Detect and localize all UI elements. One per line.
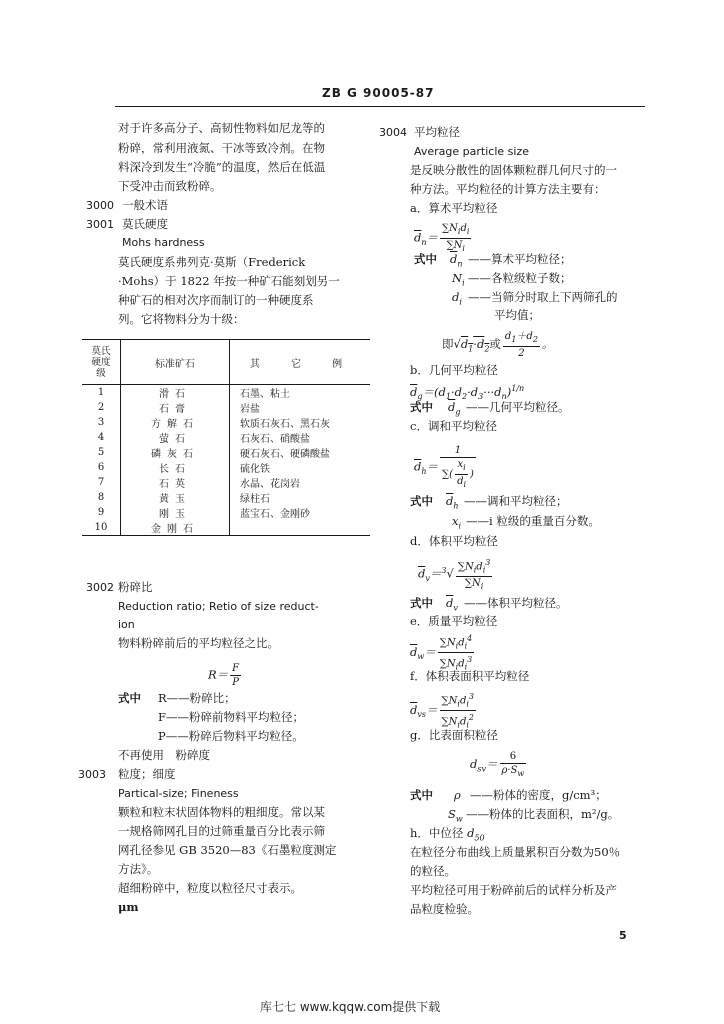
method-a-label: a．算术平均粒径 — [410, 201, 498, 215]
mineral-cell: 黄玉 — [121, 490, 230, 505]
method-h-label: h．中位径 $d_{50}$ — [410, 826, 485, 843]
grade-cell: 9 — [82, 505, 121, 520]
table-row — [82, 490, 370, 505]
section-3001-number: 3001 — [86, 218, 114, 231]
section-3002-title: 粉碎比 — [118, 580, 153, 594]
section-3004-english: Average particle size — [414, 145, 529, 158]
section-3003-body-4: 方法》。 — [118, 862, 159, 876]
method-d-where-1: ——体积平均粒径。 — [464, 596, 568, 610]
geometric-mean-formula: $\overline{d}_g=(d_1\cdot d_2\cdot d_3\cdot\cdot\cdot d_n)^{1/n}$ — [410, 384, 525, 402]
grade-cell: 10 — [82, 520, 121, 536]
section-3000-number: 3000 — [86, 199, 114, 212]
method-g-symbol-2: $S_w$ — [448, 807, 463, 824]
grade-cell: 5 — [82, 445, 121, 460]
examples-cell: 蓝宝石、金刚砂 — [240, 509, 310, 520]
mineral-cell: 石英 — [121, 475, 230, 490]
mineral-cell: 长石 — [121, 460, 230, 475]
method-a-where-3: ——当筛分时取上下两筛孔的 — [468, 290, 618, 304]
method-h-body-3: 平均粒径可用于粉碎前后的试样分析及产 — [410, 883, 617, 897]
mean-of-sieves-formula: 即$√d_1\cdot d_2$或 $\frac{d_1+d_2}{2}$ 。 — [442, 331, 554, 359]
section-3004-title: 平均粒径 — [414, 125, 460, 139]
examples-cell: 石灰石、硝酸盐 — [240, 434, 310, 445]
grade-cell: 2 — [82, 400, 121, 415]
method-c-where: 式中 — [410, 494, 433, 508]
method-g-where: 式中 — [410, 788, 433, 802]
method-a-where-3b: 平均值； — [494, 308, 540, 322]
section-3002-english-2: ion — [118, 618, 135, 631]
grade-cell: 8 — [82, 490, 121, 505]
method-c-symbol-2: $x_i$ — [452, 514, 462, 531]
section-3002-number: 3002 — [86, 581, 114, 594]
mineral-cell: 石膏 — [121, 400, 230, 415]
method-e-label: e．质量平均粒径 — [410, 614, 498, 628]
method-b-where-1: ——几何平均粒径。 — [466, 400, 570, 414]
mineral-cell: 方解石 — [121, 415, 230, 430]
download-watermark: 库七七 www.kqqw.com提供下载 — [260, 1000, 441, 1014]
grade-cell: 4 — [82, 430, 121, 445]
method-a-where-1: ——算术平均粒径； — [468, 252, 572, 266]
method-a-symbol-3: $d_i$ — [452, 290, 462, 307]
method-b-where: 式中 — [410, 400, 433, 414]
table-row — [82, 430, 370, 445]
section-3003-body-5: 超细粉碎中，粒度以粒径尺寸表示。 — [118, 881, 302, 895]
method-c-label: c．调和平均粒径 — [410, 419, 497, 433]
method-h-body-1: 在粒径分布曲线上质量累积百分数为50％ — [410, 845, 621, 859]
method-a-where-2: ——各粒级粒子数； — [468, 271, 572, 285]
section-3004-body-2: 种方法。平均粒径的计算方法主要有： — [410, 182, 606, 196]
examples-cell: 硬石灰石、硬磷酸盐 — [240, 449, 330, 460]
volume-mean-formula: $\overline{d}_v=^3√$ $\frac{\sum N_id_i^3}{\sum N_i}$ — [418, 558, 491, 592]
section-3000-title: 一般术语 — [122, 198, 168, 212]
ji-text: 即 — [442, 337, 454, 351]
intro-line-3: 料深冷到发生“冷脆”的温度，然后在低温 — [118, 160, 326, 174]
grade-cell: 7 — [82, 475, 121, 490]
method-g-label: g．比表面积粒径 — [410, 728, 498, 742]
section-3002-where-2: F——粉碎前物料平均粒径； — [158, 710, 304, 724]
method-g-where-2: ——粉体的比表面积，m²/g。 — [466, 807, 620, 821]
section-3001-english: Mohs hardness — [122, 236, 205, 249]
table-header-grade — [82, 340, 121, 385]
method-d-symbol: $\overline{d}_v$ — [446, 596, 458, 613]
method-h-body-2: 的粒径。 — [410, 864, 456, 878]
table-row — [82, 415, 370, 430]
method-h-label-text: h．中位径 — [410, 826, 464, 840]
page-number: 5 — [619, 929, 627, 942]
method-d-where: 式中 — [410, 596, 433, 610]
section-3001-body-4: 列。它将物料分为十级： — [118, 312, 245, 326]
section-3002-where: 式中 — [118, 691, 141, 705]
examples-cell: 岩盐 — [240, 404, 260, 415]
method-b-symbol: $\overline{d}_g$ — [448, 400, 461, 417]
header-rule — [115, 106, 645, 107]
examples-cell: 软质石灰石、黑石灰 — [240, 419, 330, 430]
mass-mean-formula: $\overline{d}_w=$ $\frac{\sum N_id_i^4}{\sum N_id_i^3}$ — [410, 634, 473, 672]
intro-line-2: 粉碎，常利用液氮、干冰等致冷剂。在物 — [118, 141, 325, 155]
grade-cell: 3 — [82, 415, 121, 430]
examples-cell: 石墨、粘土 — [240, 389, 290, 400]
method-h-body-4: 品粒度检验。 — [410, 902, 479, 916]
section-3003-title: 粒度；细度 — [118, 767, 176, 781]
intro-line-4: 下受冲击而致粉碎。 — [118, 179, 222, 193]
method-g-symbol-1: ρ — [454, 788, 461, 802]
intro-line-1: 对于许多高分子、高韧性物料如尼龙等的 — [118, 121, 325, 135]
section-3003-body-3: 网孔径参见 GB 3520—83《石墨粒度测定 — [118, 843, 337, 857]
method-d-label: d．体积平均粒径 — [410, 534, 498, 548]
section-3003-english: Partical-size; Fineness — [118, 787, 239, 800]
table-row — [82, 520, 370, 536]
mineral-cell: 萤石 — [121, 430, 230, 445]
method-b-label: b．几何平均粒径 — [410, 363, 498, 377]
volume-surface-mean-formula: $\overline{d}_{vs}=$ $\frac{\sum N_id_i^3}{\sum N_id_i^2}$ — [410, 692, 475, 730]
standard-code: ZB G 90005-87 — [322, 86, 435, 100]
method-a-where: 式中 — [414, 252, 437, 266]
examples-cell — [230, 520, 371, 536]
mohs-hardness-table — [82, 339, 370, 536]
table-row — [82, 505, 370, 520]
section-3001-body-3: 种矿石的相对次序而制订的一种硬度系 — [118, 293, 314, 307]
table-row — [82, 385, 370, 401]
section-3001-body-1: 莫氏硬度系弗列克·莫斯（Frederick — [118, 255, 306, 269]
method-f-label: f．体积表面积平均粒径 — [410, 669, 530, 683]
section-3004-number: 3004 — [379, 126, 407, 139]
formula-g-numerator: 6 — [500, 750, 527, 764]
section-3002-deprecated: 不再使用 粉碎度 — [118, 748, 210, 762]
table-row — [82, 445, 370, 460]
arithmetic-mean-formula: $\overline{d}_n=$ $\frac{\sum N_id_i}{\sum N_i}$ — [414, 223, 470, 253]
mineral-cell: 滑石 — [121, 385, 230, 401]
grade-cell: 1 — [82, 385, 121, 401]
section-3001-title: 莫氏硬度 — [122, 217, 168, 231]
specific-surface-formula: $d_{sv}=$ $\frac{6}{\rho\cdot S_w}$ — [470, 751, 525, 778]
table-header-examples: 其 它 例 — [249, 358, 357, 370]
mineral-cell: 金刚石 — [121, 520, 230, 536]
mineral-cell: 刚玉 — [121, 505, 230, 520]
section-3002-english-1: Reduction ratio; Retio of size reduct- — [118, 600, 319, 613]
method-g-where-1: ——粉体的密度，g/cm³； — [470, 788, 607, 802]
method-c-where-1: ——调和平均粒径； — [464, 494, 568, 508]
reduction-ratio-formula — [208, 662, 243, 689]
section-3003-unit: μm — [118, 900, 139, 914]
method-a-symbol-1: $\overline{d}_n$ — [450, 252, 463, 269]
grade-cell: 6 — [82, 460, 121, 475]
section-3004-body-1: 是反映分散性的固体颗粒群几何尺寸的一 — [410, 163, 617, 177]
table-header-row — [82, 340, 370, 385]
method-c-where-2: ——i 粒级的重量百分数。 — [466, 514, 600, 528]
table-row — [82, 475, 370, 490]
huo-text: 或 — [489, 337, 501, 351]
method-a-symbol-2: $N_i$ — [452, 271, 465, 288]
section-3002-where-1: R——粉碎比； — [158, 691, 236, 705]
table-row — [82, 460, 370, 475]
examples-cell: 水晶、花岗岩 — [240, 479, 300, 490]
section-3002-definition: 物料粉碎前后的平均粒径之比。 — [118, 636, 279, 650]
formula-denominator: P — [232, 677, 240, 688]
table-header-mineral: 标准矿石 — [121, 340, 230, 385]
section-3003-body-2: 一规格筛网孔目的过筛重量百分比表示筛 — [118, 824, 325, 838]
method-c-symbol-1: $\overline{d}_h$ — [446, 494, 459, 511]
table-header-grade-text: 莫氏 硬度 级 — [91, 345, 111, 379]
examples-cell: 硫化铁 — [240, 464, 270, 475]
formula-lhs: R＝ — [208, 667, 229, 682]
section-3003-body-1: 颗粒和粒末状固体物料的粗细度。常以某 — [118, 805, 325, 819]
table-row — [82, 400, 370, 415]
section-3003-number: 3003 — [78, 768, 106, 781]
formula-numerator: F — [232, 663, 240, 674]
harmonic-mean-formula: $\overline{d}_h=$ 1 ∑( $\frac{x_i}{d_i}$ ) — [414, 445, 474, 489]
section-3001-body-2: ·Mohs）于 1822 年按一种矿石能刻划另一 — [118, 274, 340, 288]
section-3002-where-3: P——粉碎后物料平均粒径。 — [158, 729, 304, 743]
examples-cell: 绿柱石 — [240, 494, 270, 505]
mineral-cell: 磷灰石 — [121, 445, 230, 460]
